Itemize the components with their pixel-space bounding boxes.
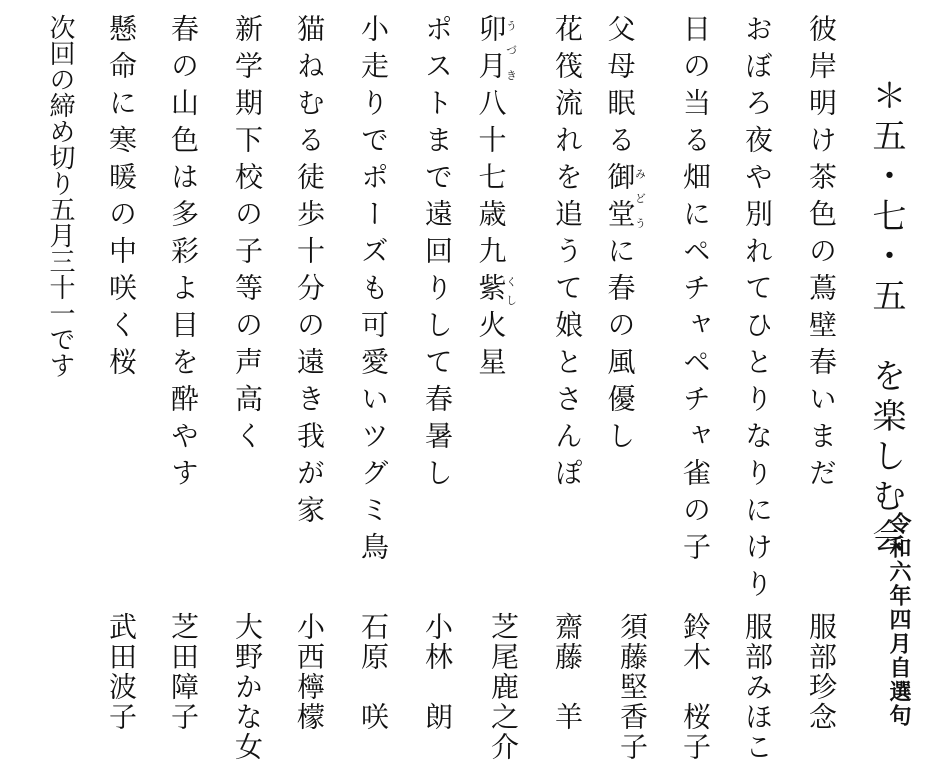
page-title: ＊五・七・五 を楽しむ会 [866,78,906,558]
haiku-10-author: 大野かな女 [231,612,264,762]
next-deadline-note: 次回の締め切り五月三十一です [45,14,75,378]
haiku-3-author: 鈴木 桜子 [679,612,712,762]
haiku-4-ruby: 御堂みどう [603,162,647,236]
haiku-9-author: 小西檸檬 [293,612,326,732]
haiku-12: 懸命に寒暖の中咲く桜 [105,14,138,384]
haiku-2: おぼろ夜や別れてひとりなりにけり [741,14,774,606]
haiku-4-author: 須藤堅香子 [616,612,649,762]
haiku-6 [474,14,518,384]
haiku-4-part-2: に春の風優し [603,236,637,458]
haiku-7: ポストまで遠回りして春暑し [421,14,454,495]
haiku-8: 小走りでポーズも可愛いツグミ鳥 [357,14,390,569]
haiku-3: 日の当る畑にペチャペチャ雀の子 [679,14,712,569]
haiku-4 [603,14,647,458]
haiku-1-author: 服部珍念 [805,612,838,732]
haiku-6-author: 芝尾鹿之介 [487,612,520,762]
haiku-6-ruby-2: 紫くし [474,273,518,310]
haiku-6-ruby-1: 卯月うづき [474,14,518,88]
haiku-6-part-1: 八十七歳九 [474,88,508,273]
haiku-5: 花筏流れを追うて娘とさんぽ [551,14,584,495]
date-heading: 令和六年四月自選句 [886,512,911,728]
haiku-5-author: 齋藤 羊 [551,612,584,732]
haiku-4-part-1: 父母眠る [603,14,637,162]
haiku-7-author: 小林 朗 [421,612,454,732]
haiku-12-author: 武田波子 [105,612,138,732]
haiku-1: 彼岸明け茶色の蔦壁春いまだ [805,14,838,495]
haiku-2-author: 服部みほこ [741,612,774,762]
haiku-10: 新学期下校の子等の声高く [231,14,264,458]
haiku-9: 猫ねむる徒歩十分の遠き我が家 [293,14,326,532]
haiku-8-author: 石原 咲 [357,612,390,732]
haiku-11-author: 芝田障子 [167,612,200,732]
haiku-11: 春の山色は多彩よ目を酔やす [167,14,200,495]
haiku-6-part-2: 火星 [474,310,508,384]
